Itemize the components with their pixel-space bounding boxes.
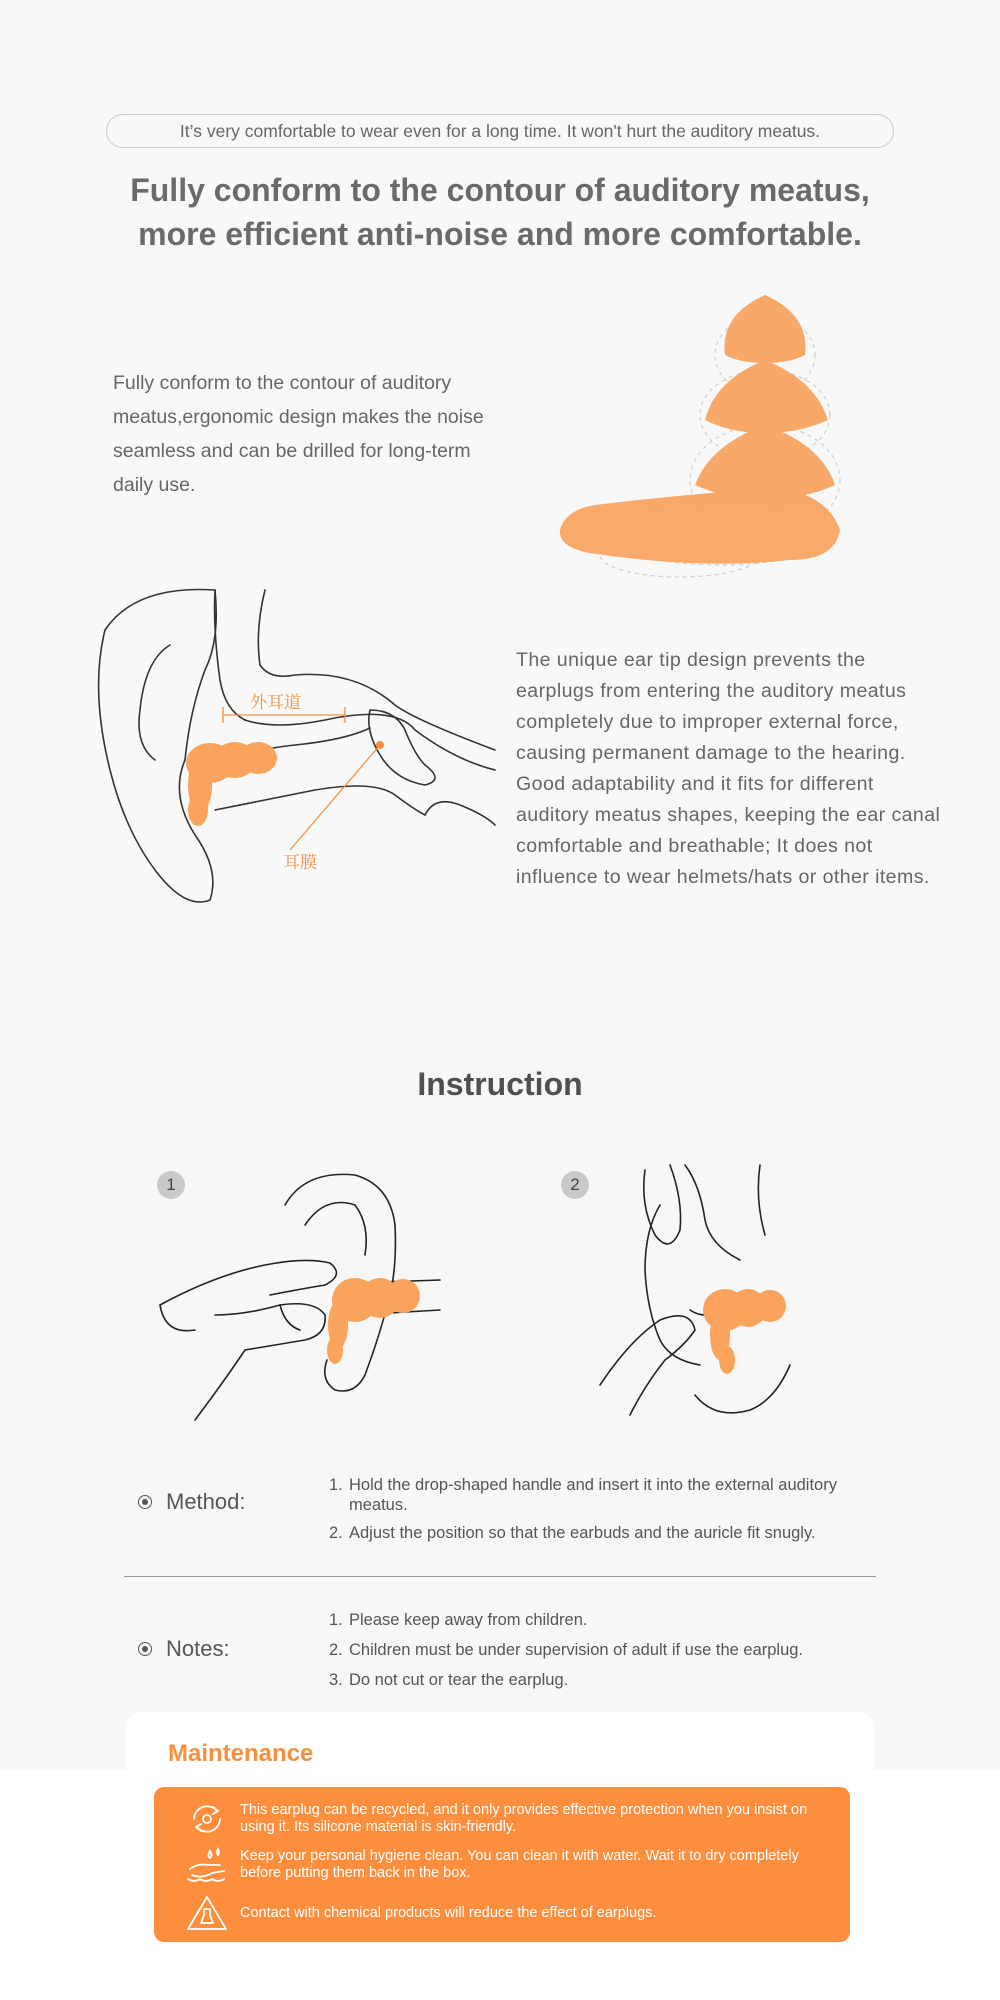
label-eardrum: 耳膜	[283, 853, 317, 873]
step-badge-2: 2	[561, 1171, 589, 1199]
page-headline	[40, 168, 960, 256]
list-item: 2. Children must be under supervision of adult if use the earplug.	[329, 1641, 804, 1659]
step-badge-1: 1	[157, 1171, 185, 1199]
notes-list	[329, 1610, 889, 1690]
maintenance-item	[154, 1893, 830, 1933]
recycle-icon	[184, 1799, 230, 1839]
washing-hands-icon	[184, 1845, 230, 1885]
maintenance-text-1: This earplug can be recycled, and it only provides effective protection when you insist on using it. Its silicone material is skin-friendly.	[240, 1802, 808, 1835]
maintenance-box	[154, 1787, 850, 1942]
list-item: 1. Please keep away from children.	[329, 1611, 588, 1629]
list-item: 3. Do not cut or tear the earplug.	[329, 1671, 569, 1689]
notes-label-row	[138, 1636, 230, 1662]
ear-tip-paragraph: The unique ear tip design prevents the earplugs from entering the auditory meatus completely due to improper external force, causing permanent damage to the hearing. Good adaptability and it fits for different auditory meatus shapes, keeping the ear canal comfortable and breathable; It does not influence to wear helmets/hats or other items.	[516, 649, 941, 888]
notes-label: Notes:	[166, 1636, 230, 1661]
method-label-row	[138, 1489, 246, 1515]
maintenance-text-2: Keep your personal hygiene clean. You can clean it with water. Wait it to dry completely before putting them back in the box.	[240, 1848, 799, 1881]
list-item: 1. Hold the drop-shaped handle and insert it into the external auditory meatus.	[329, 1476, 837, 1514]
step-2-adjust-illustration	[585, 1160, 825, 1430]
tagline-text: It’s very comfortable to wear even for a long time. It won't hurt the auditory meatus.	[179, 120, 821, 141]
label-ear-canal: 外耳道	[250, 693, 301, 713]
step-1-insert-illustration	[155, 1165, 445, 1445]
method-list	[329, 1475, 869, 1543]
maintenance-item	[154, 1799, 830, 1839]
maintenance-text-3: Contact with chemical products will reduce the effect of earplugs.	[240, 1904, 657, 1921]
headline-line-1: Fully conform to the contour of auditory meatus,	[130, 172, 870, 208]
instruction-title: Instruction	[417, 1066, 583, 1102]
maintenance-title: Maintenance	[168, 1740, 314, 1767]
bullet-icon	[138, 1642, 152, 1656]
headline-line-2: more efficient anti-noise and more comfortable.	[138, 216, 862, 252]
list-item: 2. Adjust the position so that the earbuds and the auricle fit snugly.	[329, 1524, 816, 1542]
warning-chemical-icon	[184, 1893, 230, 1933]
method-label: Method:	[166, 1489, 246, 1514]
tagline-pill	[106, 114, 894, 148]
ear-canal-diagram	[95, 570, 505, 915]
section-divider	[124, 1576, 876, 1577]
earplug-illustration	[550, 285, 850, 605]
maintenance-item	[154, 1845, 830, 1885]
feature-paragraph: Fully conform to the contour of auditory meatus,ergonomic design makes the noise seamless and can be drilled for long-term daily use.	[113, 372, 484, 496]
bullet-icon	[138, 1495, 152, 1509]
